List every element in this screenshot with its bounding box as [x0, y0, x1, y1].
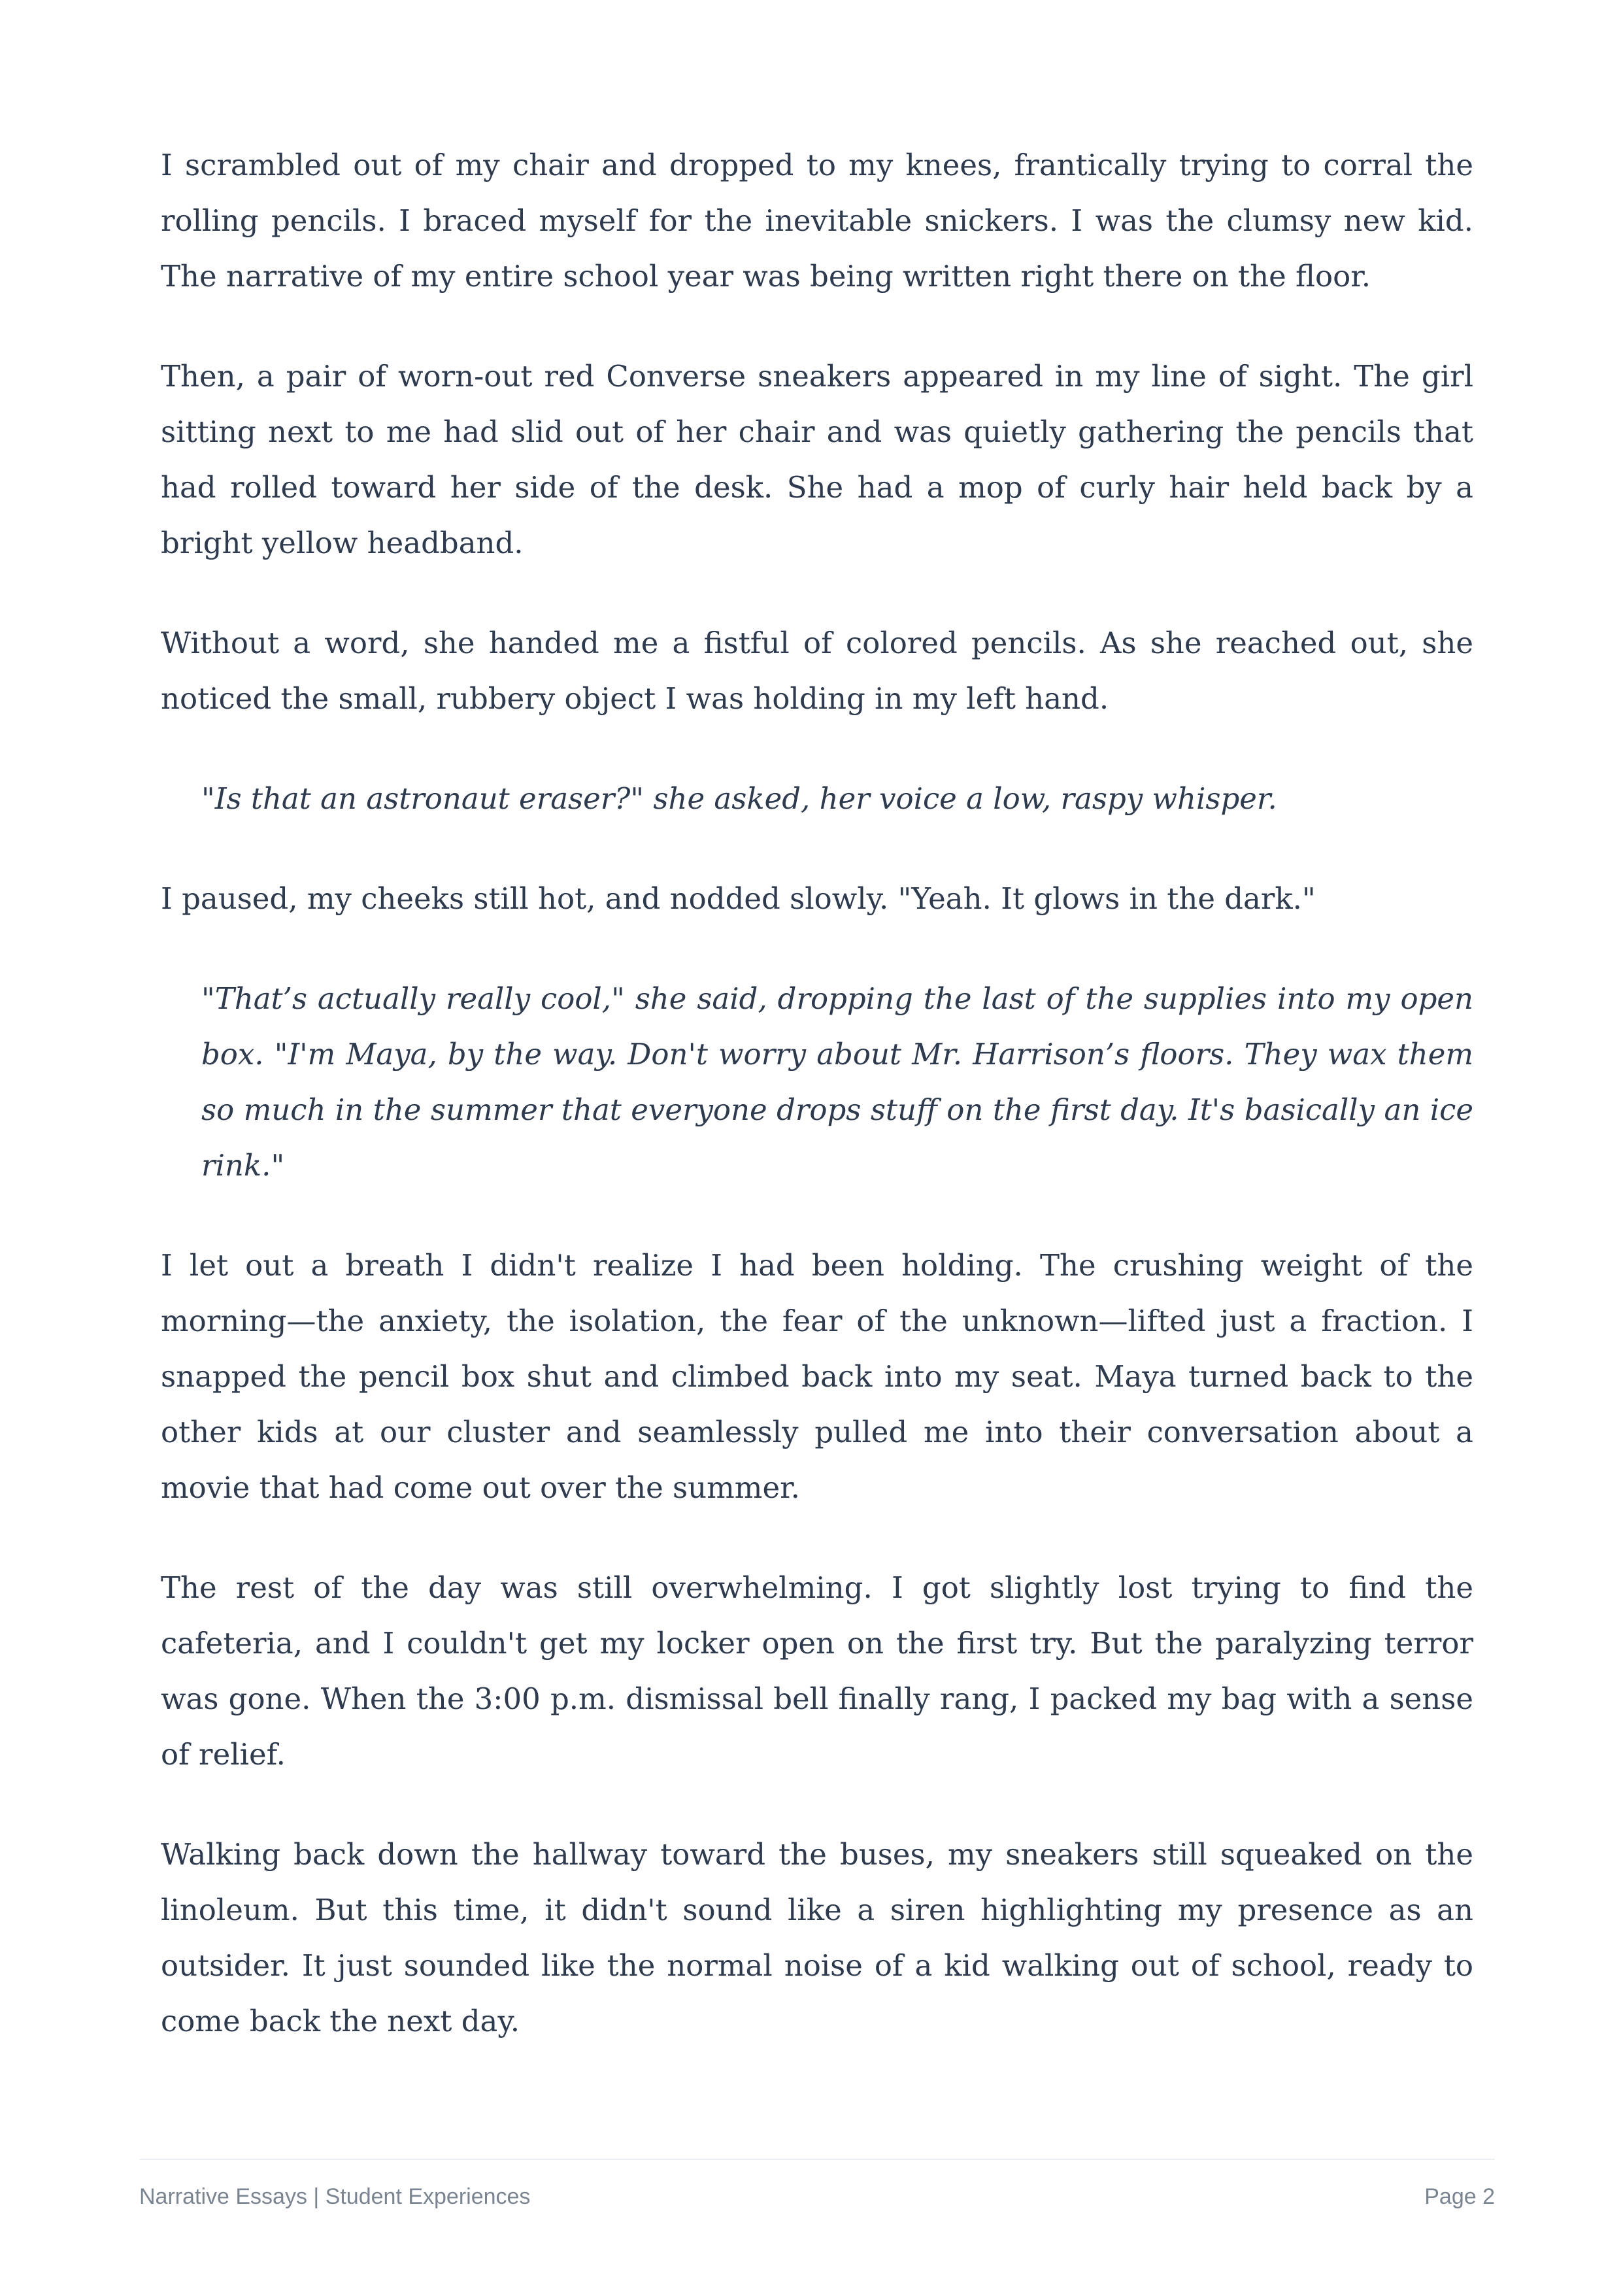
essay-paragraph: Walking back down the hallway toward the buses, my sneakers still squeaked on the linoleum. But this time, it didn't sound like a siren highlighting my presence as an outsider. It just sounded like the normal noise of a kid walking out of school, ready to come back the next day.	[161, 1837, 1473, 2038]
essay-paragraph: Without a word, she handed me a fistful of colored pencils. As she reached out, she noticed the small, rubbery object I was holding in my left hand.	[161, 626, 1473, 716]
footer-title: Narrative Essays | Student Experiences	[139, 2184, 531, 2209]
essay-paragraph: I paused, my cheeks still hot, and nodded slowly. "Yeah. It glows in the dark."	[161, 881, 1316, 916]
essay-paragraph: I let out a breath I didn't realize I had been holding. The crushing weight of the morning—the anxiety, the isolation, the fear of the unknown—lifted just a fraction. I snapped the pencil box shut and climbed back into my seat. Maya turned back to the other kids at our cluster and seamlessly pulled me into their conversation about a movie that had come out over the summer.	[161, 1248, 1473, 1505]
essay-paragraph: The rest of the day was still overwhelming. I got slightly lost trying to find the cafeteria, and I couldn't get my locker open on the first try. But the paralyzing terror was gone. When the 3:00 p.m. dismissal bell finally rang, I packed my bag with a sense of relief.	[161, 1570, 1473, 1772]
essay-body	[161, 137, 1473, 2093]
dialogue-quote: "Is that an astronaut eraser?" she asked, her voice a low, raspy whisper.	[201, 781, 1277, 816]
essay-paragraph: I scrambled out of my chair and dropped to my knees, frantically trying to corral the rolling pencils. I braced myself for the inevitable snickers. I was the clumsy new kid. The narrative of my entire school year was being written right there on the floor.	[161, 148, 1473, 294]
dialogue-quote: "That’s actually really cool," she said, dropping the last of the supplies into my open box. "I'm Maya, by the way. Don't worry about Mr. Harrison’s floors. They wax them so much in the summer that everyone drops stuff on the first day. It's basically an ice rink."	[201, 981, 1473, 1183]
page-number: Page 2	[1424, 2184, 1495, 2209]
footer-divider	[139, 2159, 1495, 2160]
essay-paragraph: Then, a pair of worn-out red Converse sneakers appeared in my line of sight. The girl sitting next to me had slid out of her chair and was quietly gathering the pencils that had rolled toward her side of the desk. She had a mop of curly hair held back by a bright yellow headband.	[161, 359, 1473, 560]
